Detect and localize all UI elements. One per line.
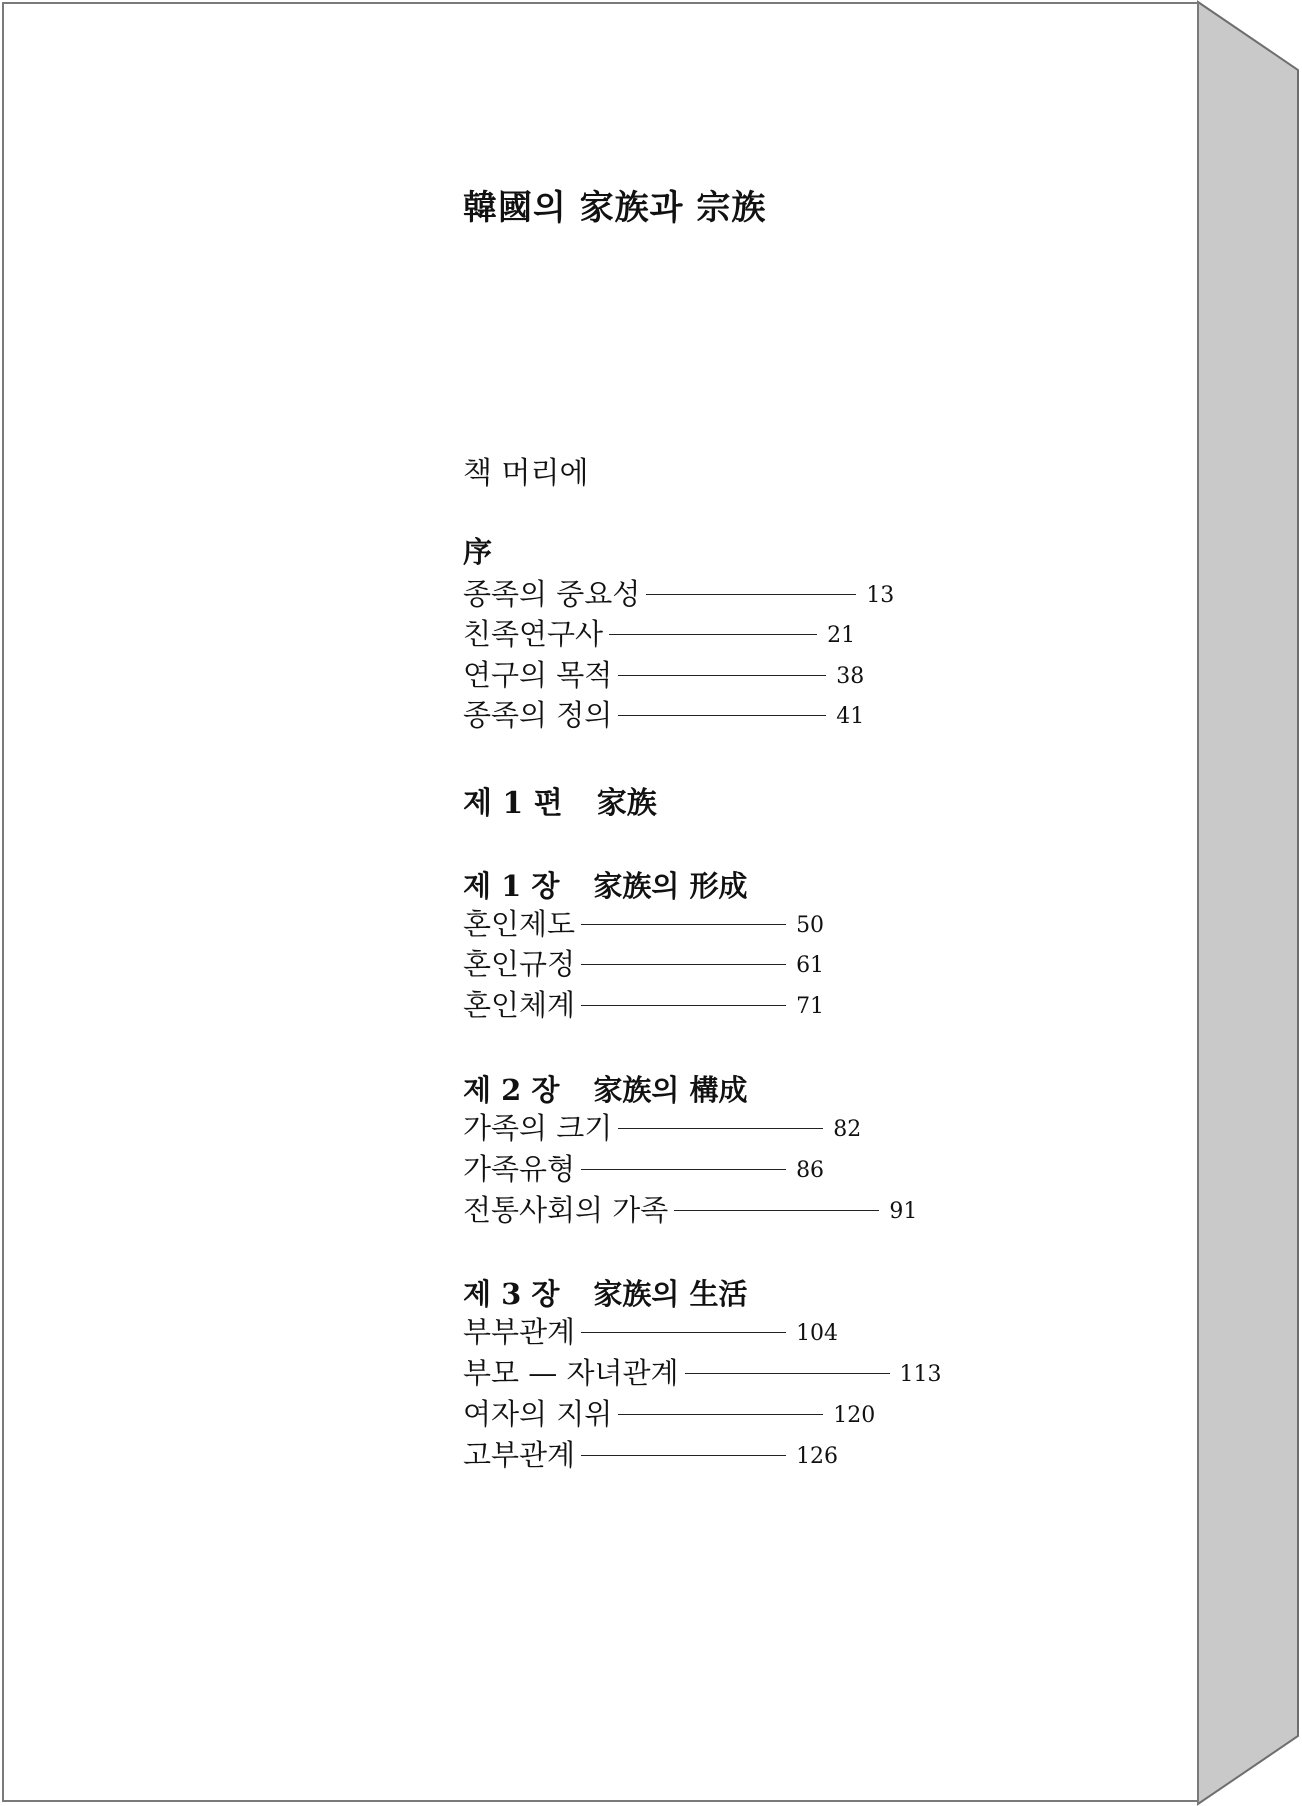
toc-entry-page: 113	[899, 1361, 942, 1387]
toc-leader-line	[581, 924, 786, 925]
toc-chapter-title: 家族의 形成	[593, 869, 748, 903]
toc-leader-line	[609, 634, 817, 635]
toc-entry-page: 13	[866, 582, 895, 608]
toc-entry	[463, 1108, 861, 1144]
toc-part-heading	[463, 778, 657, 822]
toc-entry-page: 120	[833, 1402, 876, 1428]
toc-entry	[463, 614, 855, 650]
toc-entry	[463, 944, 824, 980]
toc-entry	[463, 695, 864, 731]
toc-entry-label: 혼인규정	[463, 946, 576, 981]
toc-entry	[463, 1149, 824, 1185]
toc-entry	[463, 1190, 917, 1226]
toc-chapter-heading	[463, 1272, 748, 1313]
toc-entry	[463, 985, 824, 1021]
toc-leader-line	[618, 675, 826, 676]
toc-chapter-title: 家族의 構成	[593, 1073, 748, 1107]
toc-entry-label: 혼인제도	[463, 906, 576, 941]
toc-entry-label: 종족의 정의	[463, 697, 613, 732]
toc-chapter-title: 家族의 生活	[593, 1277, 748, 1311]
toc-entry-page: 82	[833, 1116, 862, 1142]
toc-entry-page: 91	[889, 1198, 918, 1224]
toc-entry-label: 여자의 지위	[463, 1396, 613, 1431]
toc-entry-label: 가족의 크기	[463, 1110, 613, 1145]
toc-entry-page: 86	[796, 1157, 825, 1183]
book-title: 韓國의 家族과 宗族	[463, 188, 767, 228]
toc-entry	[463, 1312, 838, 1348]
toc-entry-page: 71	[796, 993, 825, 1019]
toc-entry-label: 친족연구사	[463, 616, 604, 651]
toc-entry-label: 부부관계	[463, 1314, 576, 1349]
toc-entry-page: 38	[836, 663, 865, 689]
toc-leader-line	[618, 1414, 823, 1415]
toc-entry	[463, 1353, 942, 1389]
toc-entry-page: 41	[836, 703, 865, 729]
toc-entry-page: 61	[796, 952, 825, 978]
toc-leader-line	[581, 1169, 786, 1170]
toc-leader-line	[581, 964, 786, 965]
toc-part-number: 제 1 편	[463, 786, 563, 821]
toc-entry-page: 126	[796, 1443, 839, 1469]
toc-chapter-heading	[463, 1068, 748, 1109]
toc-entry-label: 연구의 목적	[463, 657, 613, 692]
toc-leader-line	[685, 1373, 890, 1374]
toc-entry	[463, 1435, 838, 1471]
toc-entry-page: 50	[796, 912, 825, 938]
toc-entry	[463, 574, 894, 610]
toc-leader-line	[618, 715, 826, 716]
toc-intro-heading: 序	[463, 535, 493, 569]
toc-entry-label: 전통사회의 가족	[463, 1192, 669, 1227]
toc-part-title: 家族	[596, 786, 657, 821]
toc-entry	[463, 904, 824, 940]
toc-leader-line	[581, 1005, 786, 1006]
toc-entry-page: 104	[796, 1320, 839, 1346]
toc-entry-label: 혼인체계	[463, 987, 576, 1022]
toc-entry-page: 21	[827, 622, 856, 648]
toc-entry-label: 종족의 중요성	[463, 576, 641, 611]
toc-leader-line	[581, 1332, 786, 1333]
toc-entry-label: 부모 — 자녀관계	[463, 1355, 679, 1390]
toc-chapter-number: 제 1 장	[463, 869, 560, 903]
toc-leader-line	[646, 594, 856, 595]
toc-entry	[463, 655, 864, 691]
toc-entry-label: 가족유형	[463, 1151, 576, 1186]
toc-leader-line	[581, 1455, 786, 1456]
toc-chapter-number: 제 3 장	[463, 1277, 560, 1311]
toc-chapter-number: 제 2 장	[463, 1073, 560, 1107]
toc-leader-line	[618, 1128, 823, 1129]
toc-entry-label: 고부관계	[463, 1437, 576, 1472]
toc-leader-line	[674, 1210, 879, 1211]
toc-preface: 책 머리에	[463, 456, 589, 491]
toc-chapter-heading	[463, 864, 748, 905]
toc-entry	[463, 1394, 875, 1430]
